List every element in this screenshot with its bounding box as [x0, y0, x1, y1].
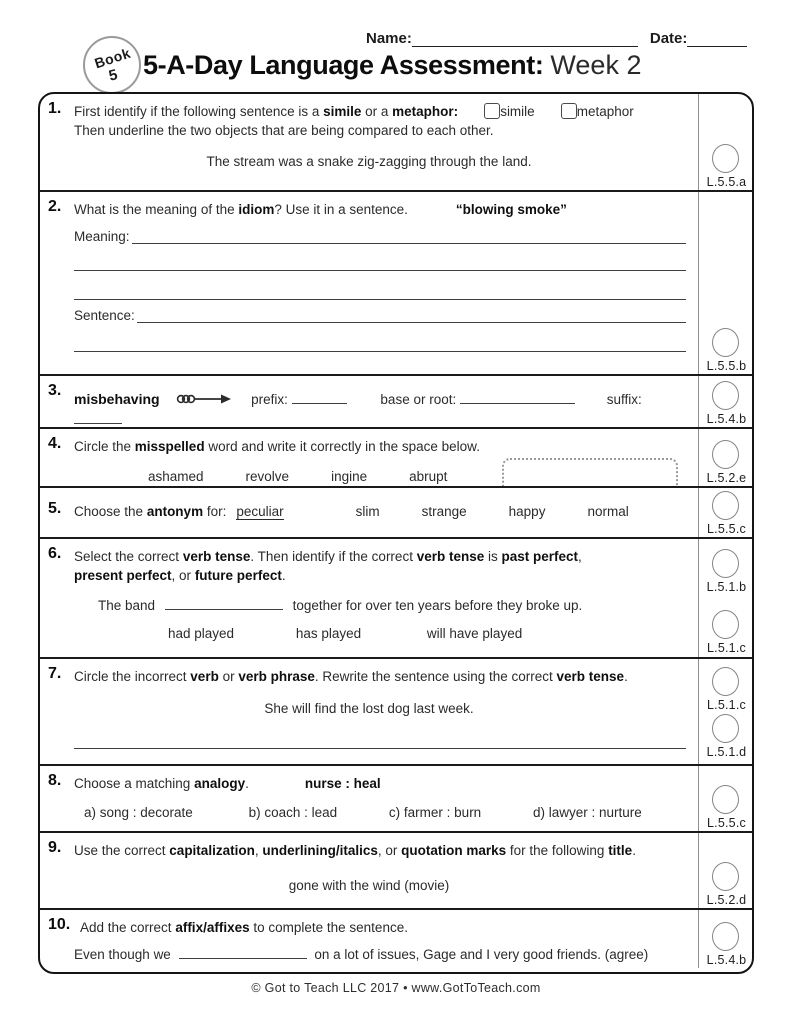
name-input-line[interactable]	[412, 32, 638, 47]
analogy-option[interactable]: b) coach : lead	[248, 805, 338, 821]
score-bubble[interactable]	[712, 922, 739, 951]
question-2	[40, 190, 752, 374]
word-option[interactable]: revolve	[245, 468, 290, 484]
badge-book-text: Book	[92, 44, 133, 72]
question-3	[40, 374, 752, 427]
question-10	[40, 908, 752, 968]
instruction-text: What is the meaning of the idiom? Use it in a sentence. “blowing smoke”	[74, 202, 567, 217]
antonym-option[interactable]: happy	[508, 504, 546, 519]
score-bubble[interactable]	[712, 862, 739, 891]
answer-box[interactable]	[502, 458, 678, 486]
squiggle-arrow-icon	[175, 392, 233, 406]
question-number: 8.	[48, 772, 62, 789]
instruction-text: Then underline the two objects that are being compared to each other.	[74, 123, 494, 139]
word-option[interactable]: ingine	[331, 468, 368, 484]
name-date-row	[366, 30, 747, 47]
target-word: misbehaving	[74, 391, 160, 407]
question-1	[40, 94, 752, 190]
writing-line[interactable]	[137, 309, 686, 323]
verb-option[interactable]: will have played	[426, 626, 523, 642]
badge-number-text: 5	[107, 66, 120, 85]
meaning-label: Meaning:	[74, 229, 130, 245]
analogy-pair: nurse : heal	[304, 776, 381, 791]
question-8	[40, 764, 752, 831]
question-number: 1.	[48, 100, 62, 117]
score-bubble[interactable]	[712, 667, 739, 696]
score-bubble[interactable]	[712, 144, 739, 173]
suffix-blank[interactable]	[74, 412, 122, 424]
title-week: Week 2	[550, 50, 642, 80]
metaphor-checkbox[interactable]	[561, 103, 577, 119]
suffix-label: suffix:	[606, 392, 642, 407]
question-4	[40, 427, 752, 486]
writing-line[interactable]	[74, 270, 686, 271]
question-number: 10.	[48, 916, 71, 933]
writing-line[interactable]	[132, 230, 686, 244]
standard-label: L.5.4.b	[706, 953, 747, 967]
sentence-label: Sentence:	[74, 308, 135, 324]
score-bubble[interactable]	[712, 328, 739, 357]
simile-checkbox[interactable]	[484, 103, 500, 119]
antonym-target: peculiar	[236, 504, 284, 519]
question-number: 4.	[48, 435, 62, 452]
title-main: 5-A-Day Language Assessment:	[143, 50, 544, 80]
standard-label: L.5.1.c	[707, 698, 746, 712]
antonym-option[interactable]: strange	[421, 504, 467, 519]
checkbox-label: simile	[500, 104, 535, 119]
analogy-option[interactable]: c) farmer : burn	[388, 805, 482, 821]
standard-label: L.5.1.b	[706, 580, 747, 594]
question-6	[40, 537, 752, 657]
prefix-blank[interactable]	[292, 392, 347, 404]
base-root-label: base or root:	[380, 392, 457, 407]
question-7	[40, 657, 752, 764]
instruction-text: Circle the incorrect verb or verb phrase. Rewrite the sentence using the correct verb tense.	[74, 669, 628, 684]
assessment-box	[38, 92, 754, 974]
instruction-text: present perfect, or future perfect.	[74, 568, 286, 584]
date-input-line[interactable]	[687, 32, 747, 47]
verb-blank[interactable]	[165, 598, 283, 610]
instruction-text: Choose the antonym for: peculiar slim strange happy normal	[74, 500, 690, 521]
question-number: 5.	[48, 500, 62, 517]
verb-option[interactable]: had played	[168, 626, 235, 642]
fill-in-sentence: Even though we on a lot of issues, Gage and I very good friends. (agree)	[74, 947, 649, 963]
instruction-text: Select the correct verb tense. Then identify if the correct verb tense is past perfect,	[74, 549, 582, 564]
standard-label: L.5.5.b	[706, 359, 747, 373]
question-number: 6.	[48, 545, 62, 562]
verb-option[interactable]: has played	[295, 626, 362, 642]
book-badge	[83, 36, 141, 94]
standard-label: L.5.5.a	[706, 175, 747, 189]
antonym-option[interactable]: slim	[355, 504, 380, 519]
target-sentence[interactable]: She will find the lost dog last week.	[264, 701, 474, 717]
score-bubble[interactable]	[712, 381, 739, 410]
writing-line[interactable]	[74, 299, 686, 300]
question-number: 3.	[48, 382, 62, 399]
standard-label: L.5.1.d	[706, 745, 747, 759]
prefix-label: prefix:	[251, 392, 288, 407]
date-label: Date:	[649, 30, 688, 47]
target-sentence[interactable]: The stream was a snake zig-zagging through the land.	[206, 154, 532, 170]
antonym-option[interactable]: normal	[587, 504, 629, 519]
name-label: Name:	[366, 30, 412, 47]
standard-label: L.5.2.d	[706, 893, 747, 907]
standard-label: L.5.2.e	[706, 471, 747, 485]
analogy-option[interactable]: a) song : decorate	[84, 805, 193, 821]
score-bubble[interactable]	[712, 785, 739, 814]
standard-label: L.5.1.c	[707, 641, 746, 655]
instruction-text: Use the correct capitalization, underlining/italics, or quotation marks for the following title.	[74, 843, 636, 858]
writing-line[interactable]	[74, 748, 686, 749]
affix-blank[interactable]	[179, 947, 307, 959]
writing-line[interactable]	[74, 351, 686, 352]
score-bubble[interactable]	[712, 714, 739, 743]
footer-credit: © Got to Teach LLC 2017 • www.GotToTeach.com	[251, 981, 541, 995]
question-number: 2.	[48, 198, 62, 215]
question-number: 7.	[48, 665, 62, 682]
instruction-text: Choose a matching analogy. nurse : heal	[74, 776, 381, 791]
analogy-option[interactable]: d) lawyer : nurture	[532, 805, 642, 821]
title-sentence[interactable]: gone with the wind (movie)	[288, 878, 450, 894]
standard-label: L.5.5.c	[707, 816, 746, 830]
standard-label: L.5.4.b	[706, 412, 747, 426]
score-bubble[interactable]	[712, 491, 739, 520]
page-title	[143, 50, 641, 81]
instruction-text: First identify if the following sentence is a simile or a metaphor: simile metaphor	[74, 104, 634, 119]
checkbox-label: metaphor	[576, 104, 634, 119]
word-option[interactable]: abrupt	[409, 468, 448, 484]
question-number: 9.	[48, 839, 62, 856]
idiom-phrase: “blowing smoke”	[455, 202, 567, 217]
question-5	[40, 486, 752, 537]
question-9	[40, 831, 752, 908]
score-bubble[interactable]	[712, 610, 739, 639]
score-bubble[interactable]	[712, 549, 739, 578]
word-option[interactable]: ashamed	[148, 468, 204, 484]
score-bubble[interactable]	[712, 440, 739, 469]
instruction-text: Add the correct affix/affixes to complete the sentence.	[80, 920, 408, 935]
base-root-blank[interactable]	[460, 392, 575, 404]
instruction-text: Circle the misspelled word and write it correctly in the space below.	[74, 439, 480, 454]
instruction-text	[74, 382, 690, 427]
fill-in-sentence: The band together for over ten years before they broke up.	[98, 598, 583, 614]
standard-label: L.5.5.c	[707, 522, 746, 536]
